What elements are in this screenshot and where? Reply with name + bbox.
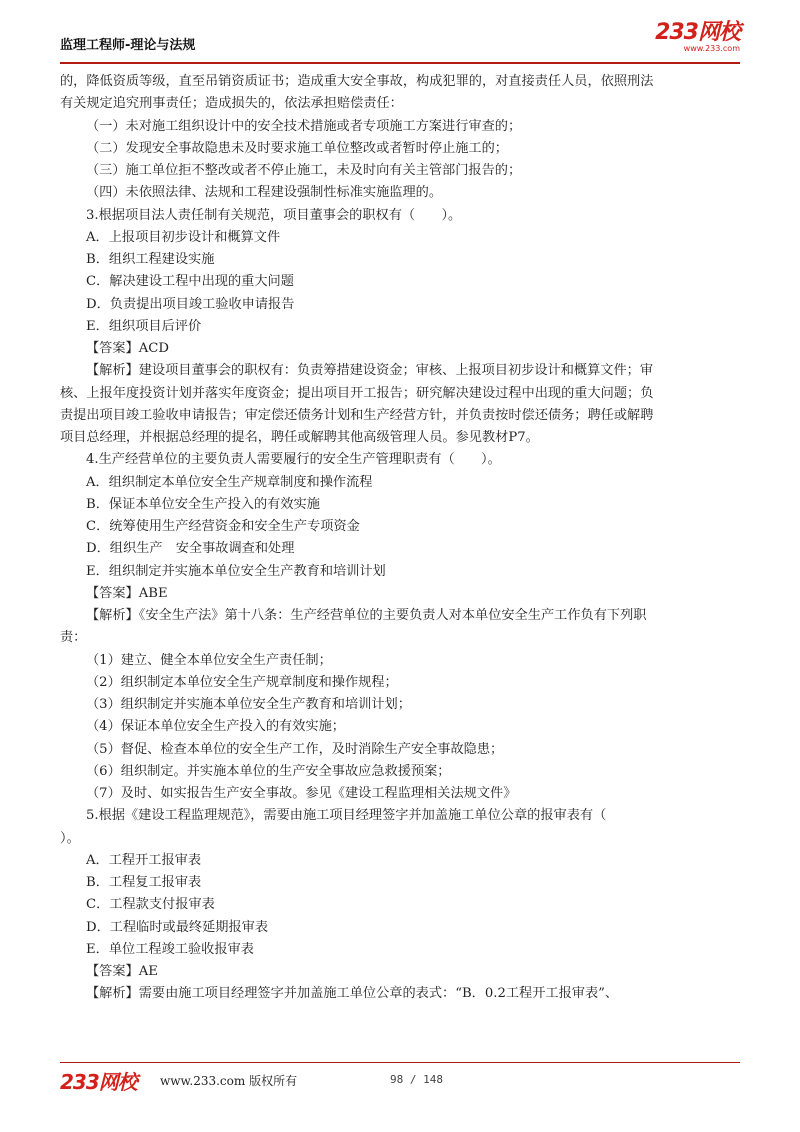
question-3: 3.根据项目法人责任制有关规范，项目董事会的职权有（ ）。 (86, 207, 462, 223)
answer: 【答案】ABE (86, 585, 168, 601)
clause-item: （一）未对施工组织设计中的安全技术措施或者专项施工方案进行审查的； (86, 118, 522, 134)
analysis: 【解析】建设项目董事会的职权有：负责筹措建设资金；审核、上报项目初步设计和概算文件；审 (86, 363, 654, 379)
analysis-continued: 责提出项目竣工验收申请报告；审定偿还债务计划和生产经营方针，并负责按时偿还债务；聘任或解聘 (60, 407, 654, 423)
duty-item: （7）及时、如实报告生产安全事故。参见《建设工程监理相关法规文件》 (86, 786, 517, 801)
option-d: D．组织生产 安全事故调查和处理 (86, 541, 295, 557)
duty-item: （3）组织制定并实施本单位安全生产教育和培训计划； (86, 697, 411, 712)
option-a: A．组织制定本单位安全生产规章制度和操作流程 (86, 474, 373, 490)
analysis-continued: 责： (60, 630, 87, 646)
copyright-text: www.233.com 版权所有 (160, 1074, 298, 1088)
logo-url: www.233.com (683, 44, 740, 53)
analysis: 【解析】《安全生产法》第十八条：生产经营单位的主要负责人对本单位安全生产工作负有下列职 (86, 608, 647, 623)
option-c: C．统筹使用生产经营资金和安全生产专项资金 (86, 519, 360, 534)
option-a: A．上报项目初步设计和概算文件 (86, 229, 281, 245)
header-divider (60, 62, 740, 64)
duty-item: （2）组织制定本单位安全生产规章制度和操作规程； (86, 674, 398, 690)
question-4: 4.生产经营单位的主要负责人需要履行的安全生产管理职责有（ ）。 (86, 452, 501, 468)
duty-item: （5）督促、检查本单位的安全生产工作，及时消除生产安全事故隐患； (86, 741, 504, 757)
option-e: E．组织项目后评价 (86, 318, 202, 334)
footer-logo: 233网校 (60, 1070, 137, 1094)
option-c: C．工程款支付报审表 (86, 897, 215, 913)
answer: 【答案】ACD (86, 341, 169, 356)
option-e: E．单位工程竣工验收报审表 (86, 941, 254, 957)
logo-text: 233网校 (655, 20, 740, 45)
page-header (60, 22, 740, 60)
analysis: 【解析】需要由施工项目经理签字并加盖施工单位公章的表式：“B．0.2工程开工报审表”、 (86, 986, 619, 1002)
clause-item: （三）施工单位拒不整改或者不停止施工，未及时向有关主管部门报告的； (86, 163, 522, 178)
option-b: B．保证本单位安全生产投入的有效实施 (86, 496, 320, 512)
option-d: D．工程临时或最终延期报审表 (86, 919, 269, 935)
duty-item: （6）组织制定。并实施本单位的生产安全事故应急救援预案； (86, 763, 451, 779)
brand-logo (655, 22, 740, 53)
document-title: 监理工程师-理论与法规 (60, 38, 196, 53)
clause-item: （四）未依照法律、法规和工程建设强制性标准实施监理的。 (86, 185, 443, 201)
page-number: 98 / 148 (390, 1073, 443, 1086)
answer: 【答案】AE (86, 964, 158, 979)
duty-item: （4）保证本单位安全生产投入的有效实施； (86, 719, 345, 735)
duty-item: （1）建立、健全本单位安全生产责任制； (86, 652, 332, 668)
text-line: 有关规定追究刑事责任；造成损失的，依法承担赔偿责任： (60, 96, 403, 112)
option-c: C．解决建设工程中出现的重大问题 (86, 274, 294, 290)
option-b: B．组织工程建设实施 (86, 252, 215, 267)
question-5: 5.根据《建设工程监理规范》，需要由施工项目经理签字并加盖施工单位公章的报审表有（ (86, 808, 607, 824)
page-footer (60, 1066, 740, 1096)
option-b: B．工程复工报审表 (86, 875, 202, 890)
clause-item: （二）发现安全事故隐患未及时要求施工单位整改或者暂时停止施工的； (86, 140, 508, 156)
footer-divider (60, 1062, 740, 1063)
question-5-continued: ）。 (60, 830, 80, 846)
analysis-continued: 项目总经理，并根据总经理的提名，聘任或解聘其他高级管理人员。参见教材P7。 (60, 430, 539, 445)
text-line: 的，降低资质等级，直至吊销资质证书；造成重大安全事故，构成犯罪的，对直接责任人员，依照刑法 (60, 74, 654, 89)
analysis-continued: 核、上报年度投资计划并落实年度资金；提出项目开工报告；研究解决建设过程中出现的重大问题；负 (60, 385, 654, 401)
option-e: E．组织制定并实施本单位安全生产教育和培训计划 (86, 563, 386, 579)
option-a: A．工程开工报审表 (86, 852, 202, 868)
page-content (60, 71, 740, 1006)
option-d: D．负责提出项目竣工验收申请报告 (86, 296, 295, 312)
